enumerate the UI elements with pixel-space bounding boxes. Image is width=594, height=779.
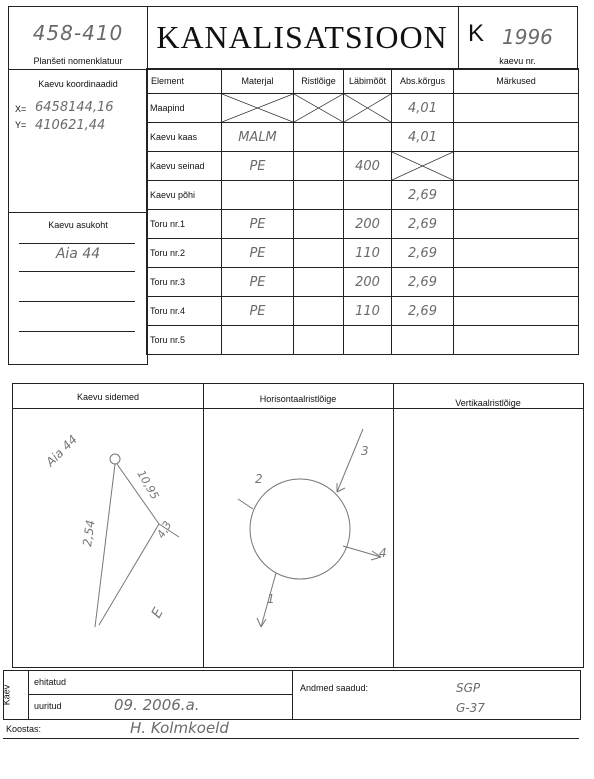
table-header-row bbox=[147, 69, 579, 94]
diameter-cell bbox=[344, 123, 392, 152]
location-line bbox=[19, 271, 135, 272]
well-number-box bbox=[458, 6, 578, 70]
table-row bbox=[147, 94, 579, 123]
cross-section-cell bbox=[294, 268, 344, 297]
material-cell: PE bbox=[222, 239, 294, 268]
title-box bbox=[146, 6, 459, 70]
table-row bbox=[147, 268, 579, 297]
table-row bbox=[147, 239, 579, 268]
remarks-cell bbox=[454, 181, 579, 210]
elevation-cell: 2,69 bbox=[392, 297, 454, 326]
horisontaal-title: Horisontaalristlõige bbox=[259, 394, 337, 404]
crossed-cell bbox=[344, 94, 392, 123]
diameter-cell: 200 bbox=[344, 268, 392, 297]
element-table bbox=[146, 68, 579, 355]
andmed-value-2: G-37 bbox=[456, 701, 485, 715]
crossed-cell bbox=[392, 152, 454, 181]
elevation-cell: 4,01 bbox=[392, 94, 454, 123]
element-cell: Kaevu seinad bbox=[147, 152, 222, 181]
column-header: Läbimõõt bbox=[344, 69, 392, 94]
elevation-cell bbox=[392, 326, 454, 355]
table-row bbox=[147, 152, 579, 181]
table-row bbox=[147, 123, 579, 152]
remarks-cell bbox=[454, 326, 579, 355]
divider bbox=[9, 212, 147, 213]
well-marker bbox=[110, 454, 120, 464]
nomenclature-value: 458-410 bbox=[32, 21, 124, 45]
uuritud-label: uuritud bbox=[34, 701, 62, 711]
diameter-cell: 110 bbox=[344, 239, 392, 268]
table-row bbox=[147, 326, 579, 355]
diameter-cell: 110 bbox=[344, 297, 392, 326]
ehitatud-label: ehitatud bbox=[34, 677, 67, 687]
left-column bbox=[8, 68, 148, 365]
crossed-cell bbox=[222, 94, 294, 123]
element-cell: Toru nr.1 bbox=[147, 210, 222, 239]
sketch-divider bbox=[393, 384, 394, 667]
location-line bbox=[19, 301, 135, 302]
number-value: 1996 bbox=[502, 25, 553, 49]
andmed-value-1: SGP bbox=[456, 681, 481, 695]
number-prefix: K bbox=[468, 20, 485, 47]
cross-section-cell bbox=[294, 239, 344, 268]
remarks-cell bbox=[454, 297, 579, 326]
location-value: Aia 44 bbox=[55, 246, 101, 262]
vertikaal-title: Vertikaalristlõige bbox=[455, 398, 521, 408]
element-cell: Toru nr.4 bbox=[147, 297, 222, 326]
nomenclature-label: Planšeti nomenklatuur bbox=[33, 56, 123, 66]
column-header: Ristlõige bbox=[294, 69, 344, 94]
element-cell: Maapind bbox=[147, 94, 222, 123]
sidemed-sketch bbox=[13, 409, 203, 667]
pipe-label-4: 4 bbox=[379, 546, 387, 560]
koostas-value: H. Kolmkoeld bbox=[130, 719, 229, 737]
horisontaal-sketch bbox=[203, 409, 393, 667]
koostas-label: Koostas: bbox=[6, 724, 42, 734]
pipe-label-1: 1 bbox=[267, 592, 275, 606]
remarks-cell bbox=[454, 123, 579, 152]
diameter-cell: 200 bbox=[344, 210, 392, 239]
sidemed-label-c: 2,54 bbox=[80, 519, 98, 548]
elevation-cell: 4,01 bbox=[392, 123, 454, 152]
remarks-cell bbox=[454, 94, 579, 123]
cross-section-cell bbox=[294, 181, 344, 210]
remarks-cell bbox=[454, 268, 579, 297]
column-header: Abs.kõrgus bbox=[392, 69, 454, 94]
cross-section-cell bbox=[294, 123, 344, 152]
element-cell: Kaevu kaas bbox=[147, 123, 222, 152]
page-title: KANALISATSIOON bbox=[156, 19, 448, 55]
pipe-label-2: 2 bbox=[255, 472, 263, 486]
footer-divider bbox=[28, 671, 29, 719]
elevation-cell: 2,69 bbox=[392, 181, 454, 210]
elevation-cell: 2,69 bbox=[392, 268, 454, 297]
cross-section-cell bbox=[294, 297, 344, 326]
element-cell: Kaevu põhi bbox=[147, 181, 222, 210]
location-title: Kaevu asukoht bbox=[48, 220, 108, 230]
material-cell: PE bbox=[222, 152, 294, 181]
location-line bbox=[19, 243, 135, 244]
uuritud-value: 09. 2006.a. bbox=[114, 696, 200, 714]
column-header: Märkused bbox=[454, 69, 579, 94]
remarks-cell bbox=[454, 239, 579, 268]
sidemed-label-b: 10,95 bbox=[134, 468, 162, 502]
sidemed-label-d: 4,3 bbox=[154, 518, 175, 541]
well-outline bbox=[250, 479, 350, 579]
x-value: 6458144,16 bbox=[35, 100, 114, 115]
column-header: Materjal bbox=[222, 69, 294, 94]
nomenclature-box bbox=[8, 6, 148, 70]
diameter-cell bbox=[344, 181, 392, 210]
cross-section-cell bbox=[294, 152, 344, 181]
material-cell bbox=[222, 326, 294, 355]
material-cell: PE bbox=[222, 297, 294, 326]
cross-section-cell bbox=[294, 326, 344, 355]
y-value: 410621,44 bbox=[35, 118, 106, 133]
element-cell: Toru nr.5 bbox=[147, 326, 222, 355]
x-label: X= bbox=[15, 104, 27, 114]
remarks-cell bbox=[454, 210, 579, 239]
footer-frame bbox=[3, 670, 581, 720]
table-row bbox=[147, 181, 579, 210]
footer-divider bbox=[28, 694, 292, 695]
pipe-label-3: 3 bbox=[361, 444, 369, 458]
crossed-cell bbox=[294, 94, 344, 123]
elevation-cell: 2,69 bbox=[392, 239, 454, 268]
coordinates-title: Kaevu koordinaadid bbox=[38, 79, 118, 89]
table-row bbox=[147, 297, 579, 326]
koostas-line bbox=[3, 738, 579, 739]
diameter-cell bbox=[344, 326, 392, 355]
material-cell: PE bbox=[222, 268, 294, 297]
remarks-cell bbox=[454, 152, 579, 181]
column-header: Element bbox=[147, 69, 222, 94]
table-row bbox=[147, 210, 579, 239]
sketch-frame bbox=[12, 383, 584, 668]
number-label: kaevu nr. bbox=[499, 56, 536, 66]
diameter-cell: 400 bbox=[344, 152, 392, 181]
material-cell bbox=[222, 181, 294, 210]
element-cell: Toru nr.2 bbox=[147, 239, 222, 268]
andmed-label: Andmed saadud: bbox=[300, 683, 369, 693]
footer-divider bbox=[292, 671, 293, 719]
material-cell: MALM bbox=[222, 123, 294, 152]
y-label: Y= bbox=[15, 120, 27, 130]
top-frame bbox=[8, 6, 578, 364]
sidemed-title: Kaevu sidemed bbox=[76, 392, 140, 402]
material-cell: PE bbox=[222, 210, 294, 239]
location-line bbox=[19, 331, 135, 332]
sidemed-label-a: Aia 44 bbox=[43, 432, 80, 470]
sidemed-label-e: E bbox=[148, 605, 167, 621]
kaev-label: Kaev bbox=[1, 684, 12, 706]
elevation-cell: 2,69 bbox=[392, 210, 454, 239]
cross-section-cell bbox=[294, 210, 344, 239]
element-cell: Toru nr.3 bbox=[147, 268, 222, 297]
